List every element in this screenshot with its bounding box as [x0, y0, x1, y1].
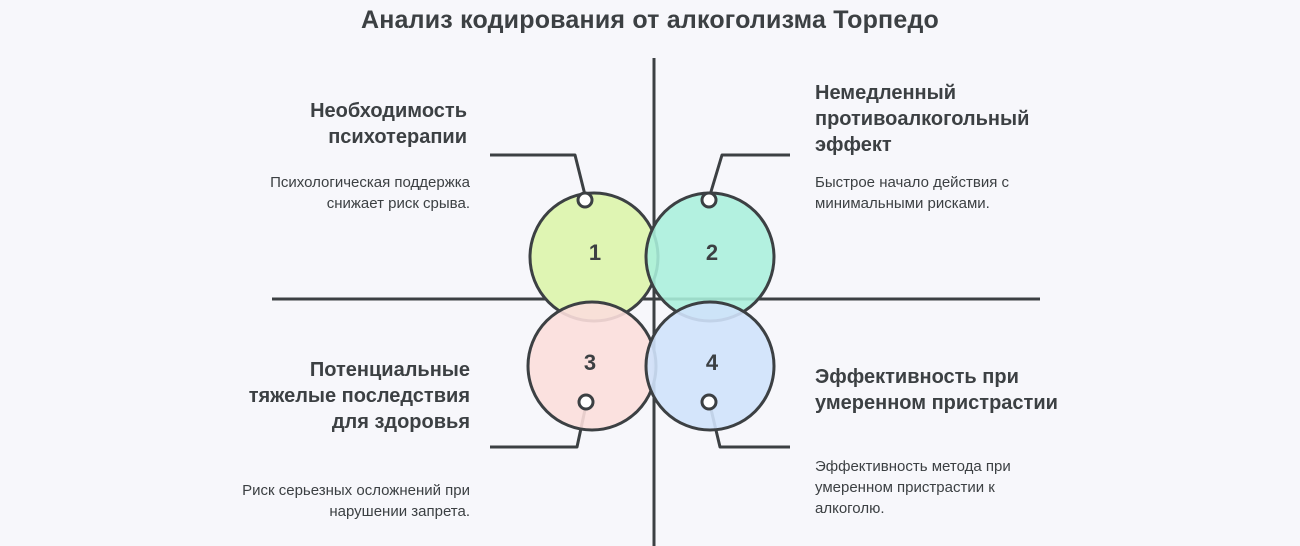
quadrant-3-body: Риск серьезных осложнений при нарушении запрета.: [242, 482, 470, 520]
quadrant-4-heading: Эффективность при умеренном пристрастии: [815, 366, 1058, 414]
connector-dot-2: [702, 193, 716, 207]
quadrant-4-body: Эффективность метода при умеренном пристрастии к алкоголю.: [815, 458, 1011, 517]
connector-dot-4: [702, 395, 716, 409]
circle-label-2: 2: [705, 240, 719, 265]
quadrant-2-body: Быстрое начало действия с минимальными рисками.: [815, 174, 1010, 212]
leader-line-1: [490, 155, 585, 195]
quadrant-1-heading: Необходимость психотерапии: [310, 100, 467, 148]
quadrant-1-body: Психологическая поддержка снижает риск срыва.: [270, 174, 470, 212]
connector-dot-1: [578, 193, 592, 207]
quadrant-3-heading: Потенциальные тяжелые последствия для здоровья: [248, 359, 470, 433]
circle-label-4: 4: [705, 350, 719, 375]
quadrant-2-heading: Немедленный противоалкогольный эффект: [815, 82, 1030, 156]
circle-label-3: 3: [583, 350, 597, 375]
connector-dot-3: [579, 395, 593, 409]
circle-label-1: 1: [588, 240, 602, 265]
leader-line-2: [710, 155, 790, 195]
page-title: Анализ кодирования от алкоголизма Торпедо: [361, 6, 939, 34]
